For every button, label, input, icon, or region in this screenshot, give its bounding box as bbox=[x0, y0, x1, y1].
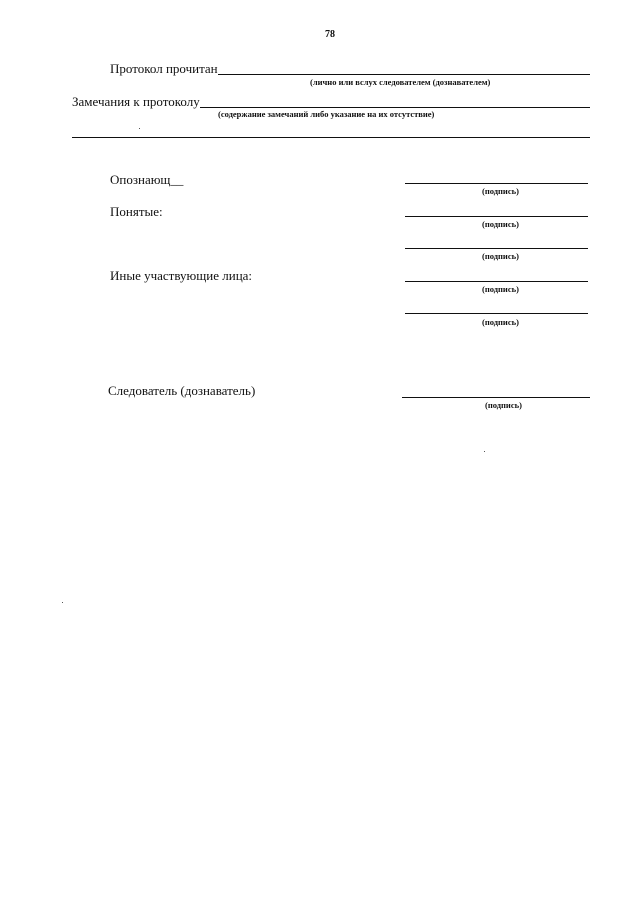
remarks-field[interactable] bbox=[200, 107, 590, 108]
signature-caption: (подпись) bbox=[485, 400, 522, 410]
remarks-label: Замечания к протоколу bbox=[72, 94, 200, 109]
witness-1-signature-line[interactable] bbox=[405, 216, 588, 217]
page-number: 78 bbox=[325, 29, 335, 40]
scan-speck bbox=[139, 128, 140, 129]
other-participant-1-signature-line[interactable] bbox=[405, 281, 588, 282]
identifying-signature-line[interactable] bbox=[405, 183, 588, 184]
protocol-read-hint: (лично или вслух следователем (дознавателем) bbox=[310, 77, 491, 87]
protocol-read-field[interactable] bbox=[218, 74, 590, 75]
identifying-person-label: Опознающ__ bbox=[110, 172, 184, 187]
signature-caption: (подпись) bbox=[482, 251, 519, 261]
investigator-label: Следователь (дознаватель) bbox=[108, 383, 256, 398]
investigator-signature-line[interactable] bbox=[402, 397, 590, 398]
witness-2-signature-line[interactable] bbox=[405, 248, 588, 249]
remarks-hint: (содержание замечаний либо указание на их отсутствие) bbox=[218, 109, 435, 119]
signature-caption: (подпись) bbox=[482, 219, 519, 229]
scan-speck bbox=[62, 602, 63, 603]
witnesses-label: Понятые: bbox=[110, 204, 163, 219]
signature-caption: (подпись) bbox=[482, 284, 519, 294]
protocol-read-label: Протокол прочитан bbox=[110, 61, 218, 76]
other-participants-label: Иные участвующие лица: bbox=[110, 268, 253, 283]
other-participant-2-signature-line[interactable] bbox=[405, 313, 588, 314]
scan-speck bbox=[484, 451, 485, 452]
remarks-continuation-field[interactable] bbox=[72, 137, 590, 138]
signature-caption: (подпись) bbox=[482, 317, 519, 327]
signature-caption: (подпись) bbox=[482, 186, 519, 196]
